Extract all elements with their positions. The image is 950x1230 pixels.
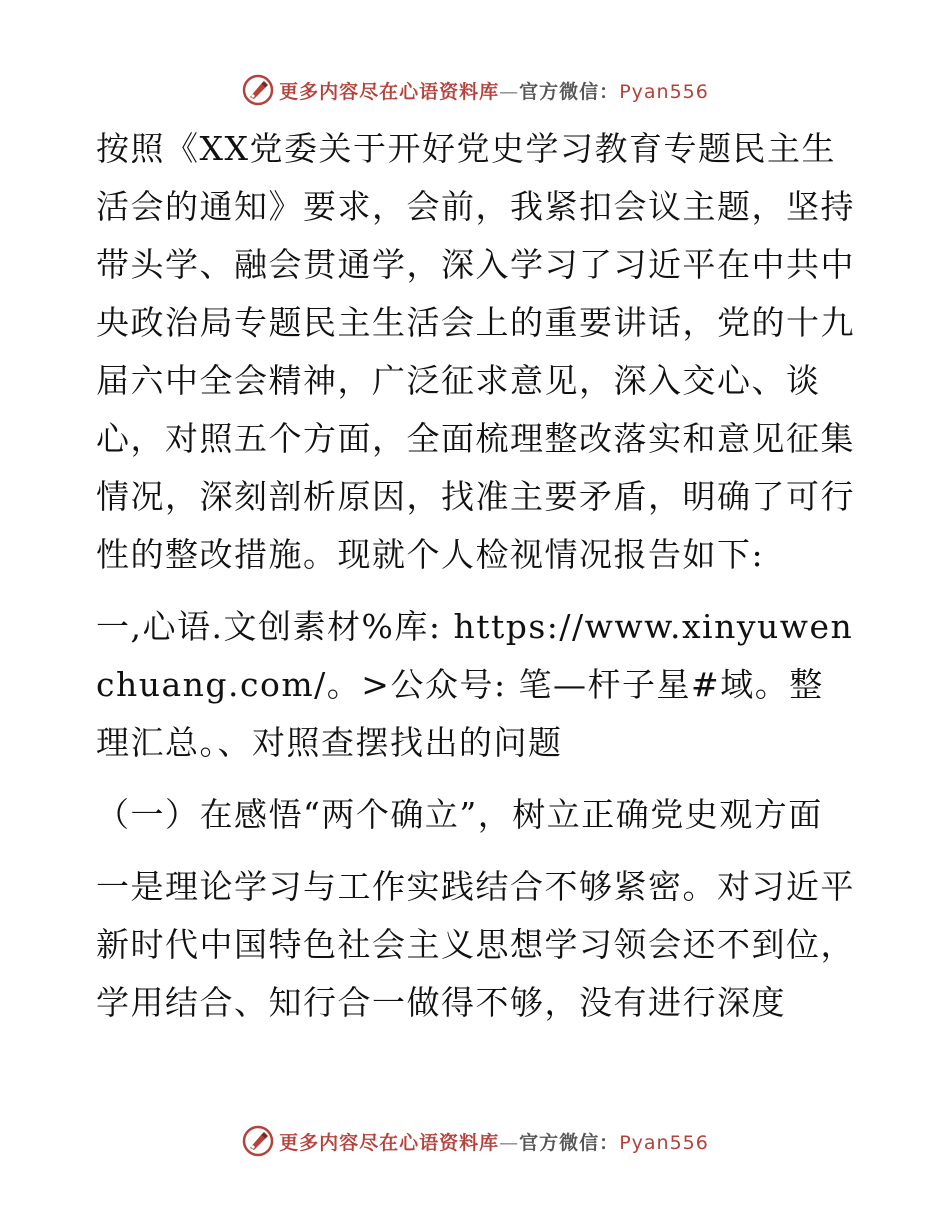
watermark-separator: — xyxy=(499,80,520,103)
watermark-text xyxy=(279,1128,709,1155)
pen-nib-seal-icon xyxy=(241,1124,275,1158)
paragraph-gap xyxy=(96,844,856,858)
footer-watermark xyxy=(0,1121,950,1161)
paragraph-subsection-heading: （一）在感悟“两个确立”，树立正确党史观方面 xyxy=(96,795,823,834)
watermark-brand: 更多内容尽在心语资料库 xyxy=(279,1131,500,1154)
pen-nib-seal-icon xyxy=(241,73,275,107)
watermark-official-label: 官方微信： xyxy=(519,80,620,103)
paragraph-intro: 按照《XX党委关于开好党史学习教育专题民主生活会的通知》要求，会前，我紧扣会议主题，坚持带头学、融会贯通学，深入学习了习近平在中共中央政治局专题民主生活会上的重要讲话，党的十九届六中全会精神，广泛征求意见，深入交心、谈心，对照五个方面，全面梳理整改落实和意见征集情况，深刻剖析原因，找准主要矛盾，明确了可行性的整改措施。现就个人检视情况报告如下: xyxy=(96,129,855,574)
paragraph-point-one: 一是理论学习与工作实践结合不够紧密。对习近平新时代中国特色社会主义思想学习领会还不到位，学用结合、知行合一做得不够，没有进行深度 xyxy=(96,867,855,1022)
watermark-official-label: 官方微信： xyxy=(519,1131,620,1154)
paragraph-gap xyxy=(96,584,856,598)
document-body xyxy=(96,120,856,1032)
watermark-wechat-id: Pyan556 xyxy=(619,1131,709,1154)
paragraph-section-heading: 一,心语.文创素材%库: https://www.xinyuwenchuang.com/。>公众号: 笔—杆子星#域。整理汇总。、对照查摆找出的问题 xyxy=(96,607,854,762)
watermark-text xyxy=(279,77,709,104)
watermark-wechat-id: Pyan556 xyxy=(619,80,709,103)
watermark-brand: 更多内容尽在心语资料库 xyxy=(279,80,500,103)
header-watermark xyxy=(0,70,950,110)
paragraph-gap xyxy=(96,772,856,786)
watermark-separator: — xyxy=(499,1131,520,1154)
